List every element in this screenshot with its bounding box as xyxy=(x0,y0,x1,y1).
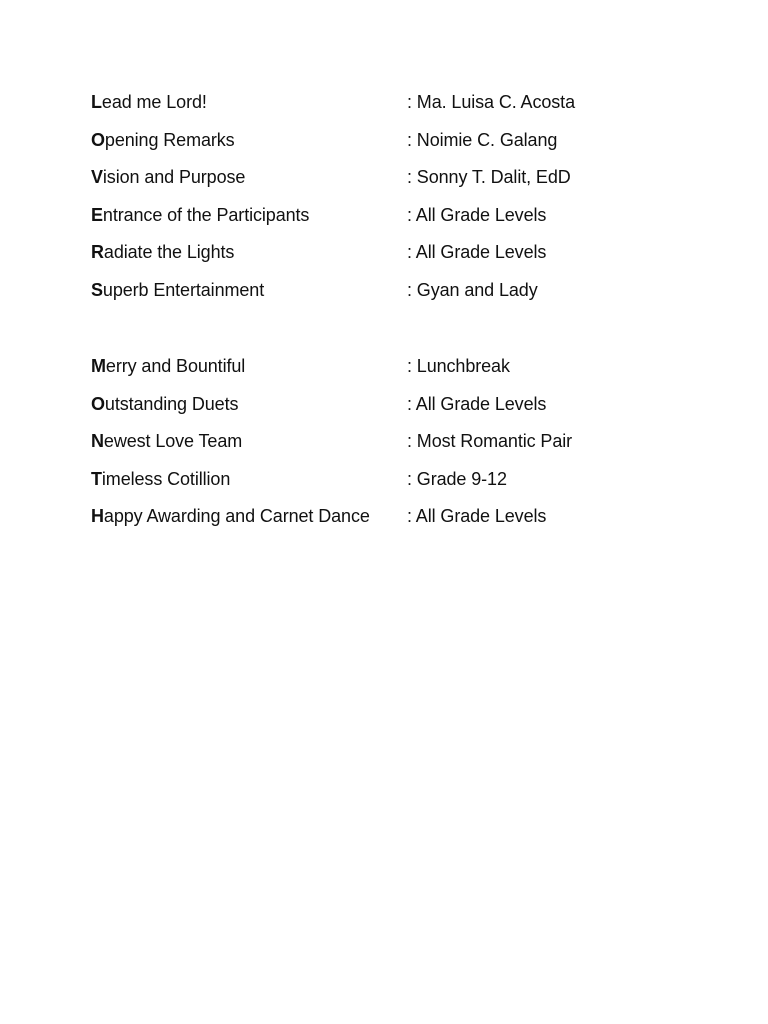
item-title xyxy=(91,431,407,452)
title-rest: utstanding Duets xyxy=(104,393,239,414)
title-rest: ewest Love Team xyxy=(103,431,243,452)
title-rest: ntrance of the Participants xyxy=(102,204,310,225)
acrostic-initial: H xyxy=(91,506,104,527)
acrostic-initial: N xyxy=(91,431,104,452)
item-title xyxy=(91,469,407,490)
item-title xyxy=(91,506,407,527)
item-title xyxy=(91,356,407,377)
program-item xyxy=(91,394,711,432)
program-item xyxy=(91,469,711,507)
item-detail: : All Grade Levels xyxy=(407,242,547,263)
program-section-month xyxy=(91,356,711,544)
item-title xyxy=(91,242,407,263)
acrostic-initial: R xyxy=(91,242,104,263)
item-detail: : All Grade Levels xyxy=(407,506,547,527)
item-title xyxy=(91,130,407,151)
item-detail: : Ma. Luisa C. Acosta xyxy=(407,92,575,112)
item-title xyxy=(91,92,407,113)
program-section-lovers xyxy=(91,92,711,318)
acrostic-initial: T xyxy=(91,468,102,489)
item-detail: : Sonny T. Dalit, EdD xyxy=(407,167,571,188)
title-rest: pening Remarks xyxy=(104,129,235,150)
acrostic-initial: S xyxy=(91,279,103,300)
item-title xyxy=(91,205,407,226)
program-item xyxy=(91,431,711,469)
program-item xyxy=(91,92,711,130)
item-detail: : Noimie C. Galang xyxy=(407,129,558,150)
program-item xyxy=(91,280,711,318)
item-detail: : Most Romantic Pair xyxy=(407,431,573,452)
item-detail: : Grade 9-12 xyxy=(407,468,507,489)
acrostic-initial: O xyxy=(91,393,105,414)
program-item xyxy=(91,167,711,205)
item-title xyxy=(91,394,407,415)
item-detail: : Gyan and Lady xyxy=(407,279,538,300)
program-item xyxy=(91,506,711,544)
acrostic-initial: M xyxy=(91,356,106,376)
acrostic-initial: O xyxy=(91,129,105,150)
program-item xyxy=(91,356,711,394)
title-rest: appy Awarding and Carnet Dance xyxy=(103,506,370,527)
title-rest: uperb Entertainment xyxy=(102,279,265,300)
item-detail: : Lunchbreak xyxy=(407,356,510,376)
program-item xyxy=(91,205,711,243)
title-rest: ision and Purpose xyxy=(102,167,246,188)
item-detail: : All Grade Levels xyxy=(407,204,547,225)
item-title xyxy=(91,167,407,188)
program-item xyxy=(91,130,711,168)
title-rest: erry and Bountiful xyxy=(105,356,246,376)
title-rest: imeless Cotillion xyxy=(101,468,231,489)
title-rest: adiate the Lights xyxy=(103,242,235,263)
item-title xyxy=(91,280,407,301)
acrostic-initial: L xyxy=(91,92,102,112)
acrostic-initial: V xyxy=(91,167,103,188)
title-rest: ead me Lord! xyxy=(101,92,207,112)
item-detail: : All Grade Levels xyxy=(407,393,547,414)
acrostic-initial: E xyxy=(91,204,103,225)
program-item xyxy=(91,242,711,280)
